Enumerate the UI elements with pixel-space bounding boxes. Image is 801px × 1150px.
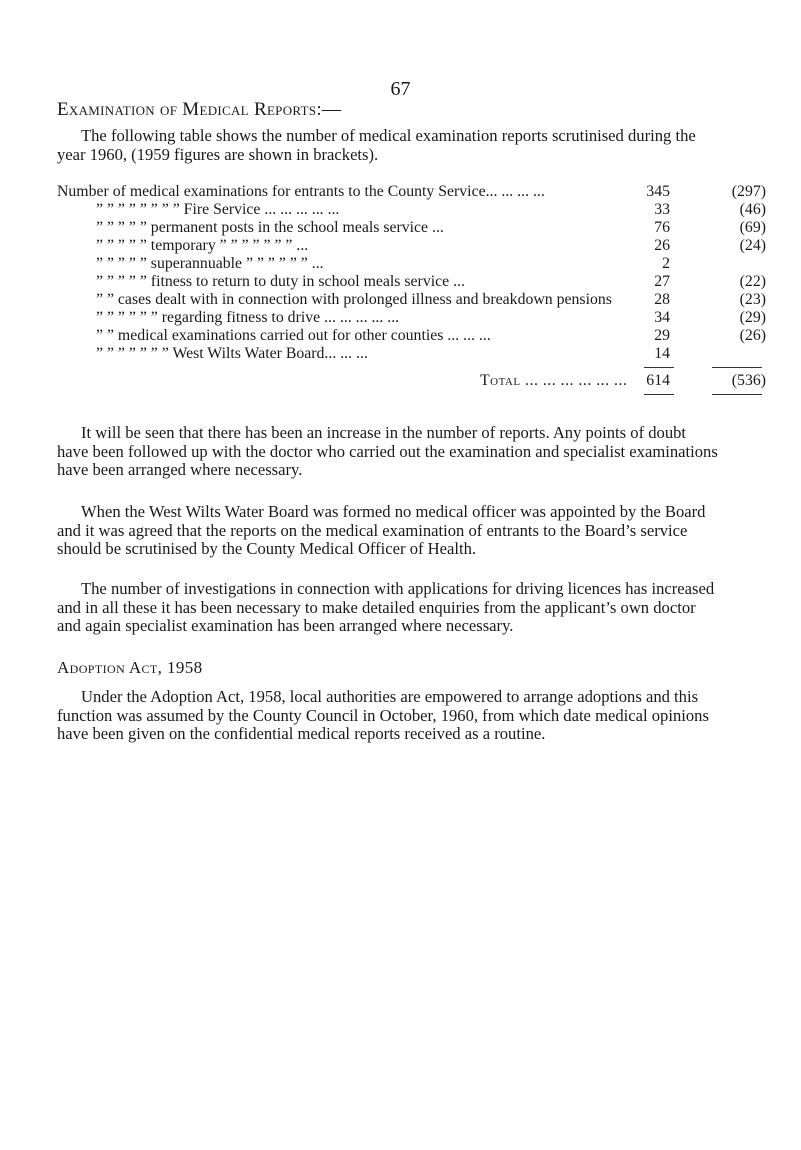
total-previous-value: (536) (731, 372, 766, 389)
row-previous-value: (46) (739, 201, 766, 218)
table-row (96, 327, 766, 344)
row-label: ” ” medical examinations carried out for other counties ... ... ... (96, 327, 491, 344)
table-row (96, 201, 766, 218)
row-previous-value: (69) (739, 219, 766, 236)
paragraph-line: Under the Adoption Act, 1958, local authorities are empowered to arrange adoptions and this (81, 687, 699, 706)
subtotal-rule (644, 367, 674, 368)
table-row (96, 219, 766, 236)
total-rule (712, 394, 762, 395)
adoption-paragraph (57, 688, 757, 744)
paragraph-line: The number of investigations in connection with applications for driving licences has increased (81, 579, 715, 598)
table-row (96, 255, 766, 272)
body-paragraph (57, 503, 757, 559)
table-row (96, 273, 766, 290)
table-row (96, 291, 766, 308)
total-rule (644, 394, 674, 395)
paragraph-line: and again specialist examination has been arranged where necessary. (57, 616, 514, 635)
intro-line: year 1960, (1959 figures are shown in brackets). (57, 144, 379, 164)
body-paragraph (57, 424, 757, 480)
paragraph-line: have been given on the confidential medical reports received as a routine. (57, 724, 546, 743)
row-label: ” ” ” ” ” superannuable ” ” ” ” ” ” ... (96, 255, 324, 272)
table-row (96, 237, 766, 254)
row-previous-value: (24) (739, 237, 766, 254)
row-value: 76 (654, 219, 670, 236)
intro-paragraph (57, 127, 757, 164)
paragraph-line: function was assumed by the County Council in October, 1960, from which date medical opinions (57, 705, 709, 725)
row-label: ” ” ” ” ” ” ” West Wilts Water Board... ... ... (96, 345, 368, 362)
row-value: 14 (654, 345, 670, 362)
paragraph-line: and in all these it has been necessary to make detailed enquiries from the applicant’s own doctor (57, 597, 696, 617)
paragraph-line: have been arranged where necessary. (57, 460, 303, 479)
paragraph-line: have been followed up with the doctor who carried out the examination and specialist examinations (57, 441, 718, 461)
row-value: 26 (654, 237, 670, 254)
intro-line: The following table shows the number of medical examination reports scrutinised during the (81, 126, 696, 145)
row-label: ” ” cases dealt with in connection with prolonged illness and breakdown pensions (96, 291, 612, 308)
paragraph-line: When the West Wilts Water Board was formed no medical officer was appointed by the Board (81, 502, 706, 521)
row-value: 345 (646, 183, 670, 200)
table-row (57, 183, 766, 200)
row-previous-value: (29) (739, 309, 766, 326)
row-label: ” ” ” ” ” fitness to return to duty in school meals service ... (96, 273, 465, 290)
page-number: 67 (390, 78, 411, 100)
row-value: 28 (654, 291, 670, 308)
row-value: 34 (654, 309, 670, 326)
row-label: ” ” ” ” ” permanent posts in the school meals service ... (96, 219, 444, 236)
row-previous-value: (297) (731, 183, 766, 200)
row-label: ” ” ” ” ” temporary ” ” ” ” ” ” ” ... (96, 237, 309, 254)
row-previous-value: (22) (739, 273, 766, 290)
total-label: Total ... ... ... ... ... ... (480, 372, 628, 389)
total-value: 614 (646, 372, 670, 389)
row-value: 29 (654, 327, 670, 344)
paragraph-line: should be scrutinised by the County Medical Officer of Health. (57, 539, 477, 558)
row-label: Number of medical examinations for entrants to the County Service... ... ... ... (57, 183, 545, 200)
paragraph-line: It will be seen that there has been an increase in the number of reports. Any points of doubt (81, 423, 687, 442)
row-value: 27 (654, 273, 670, 290)
total-row (96, 372, 766, 389)
row-value: 2 (662, 255, 670, 272)
body-paragraph (57, 580, 757, 636)
row-previous-value: (26) (739, 327, 766, 344)
section-heading: Examination of Medical Reports:— (57, 99, 342, 120)
row-label: ” ” ” ” ” ” regarding fitness to drive ... ... ... ... ... (96, 309, 400, 326)
table-row (96, 309, 766, 326)
subtotal-rule (712, 367, 762, 368)
adoption-heading: Adoption Act, 1958 (57, 658, 203, 677)
paragraph-line: and it was agreed that the reports on the medical examination of entrants to the Board’s service (57, 520, 688, 540)
row-value: 33 (654, 201, 670, 218)
row-label: ” ” ” ” ” ” ” ” Fire Service ... ... ... ... ... (96, 201, 340, 218)
table-row (96, 345, 766, 362)
row-previous-value: (23) (739, 291, 766, 308)
